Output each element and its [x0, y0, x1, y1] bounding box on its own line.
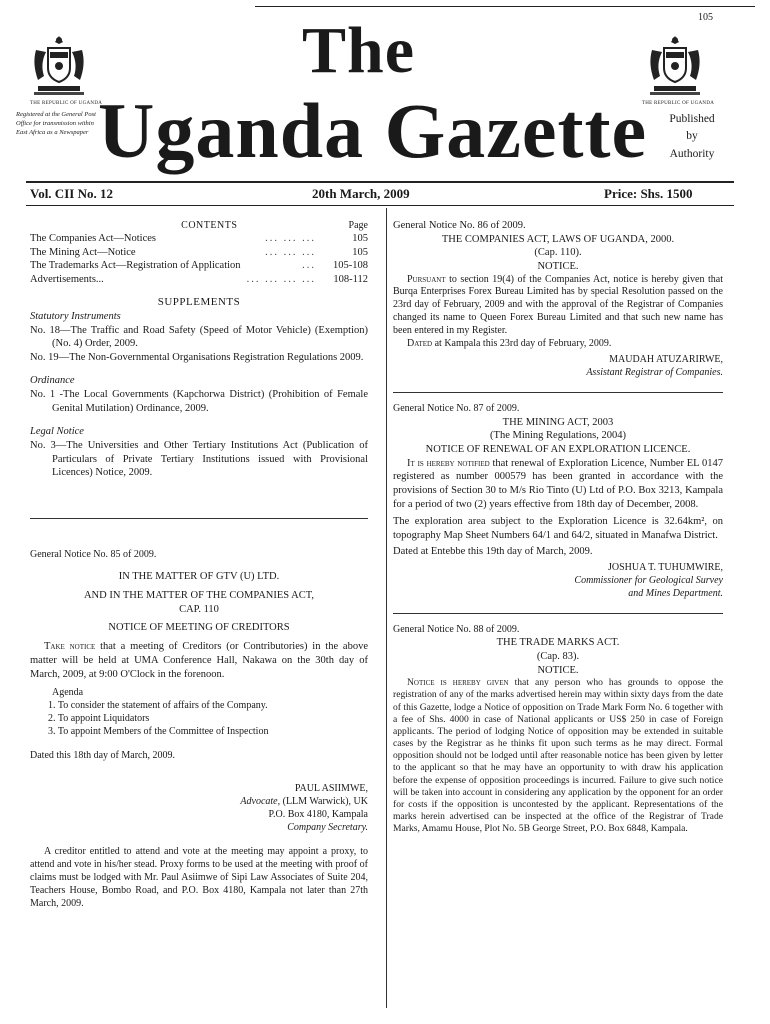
agenda-label: Agenda [52, 687, 84, 699]
signatory-name: MAUDAH ATUZARIRWE, [609, 354, 723, 366]
signatory-name: PAUL ASIIMWE, [294, 783, 368, 795]
notice-act: THE MINING ACT, 2003 [502, 416, 614, 428]
crest-caption: THE REPUBLIC OF UGANDA [29, 101, 103, 106]
notice-dated: Dated this 18th day of March, 2009. [30, 750, 175, 762]
notice-body-text: that renewal of Exploration Licence, Number EL 0147 registered as number 000579 has been granted in accordance with the provisions of Section 30 to M/s Rio Tinto (U) Ltd of P.O. Box 3213, Kampala for a period of two (2) years effective from 18th day of December, 2008. [393, 457, 723, 510]
signatory-qualification: (LLM Warwick), UK [282, 795, 368, 807]
contents-row [30, 273, 368, 287]
notice-title: NOTICE OF RENEWAL OF AN EXPLORATION LICENCE. [425, 444, 691, 456]
notice-body-text: that any person who has grounds to oppose the registration of any of the marks advertised herein may within sixty days from the date of this Gazette, lodge a Notice of opposition on Trade Mark Form No. 6 together with a fee of Shs. 4000 in case of National applicants or US$ 250 in case of Foreign applicants. The period of lodging Notice of opposition may be extended in suitable cases by the Registrar as he thinks fit upon such terms as he may direct. Formal opposition should not be lodged until after reasonable notice has been given by letter to the applicant so that he may have an opportunity to with draw his application before the expense of opposition proceedings is incurred. Failure to give such notice will be taken into account in considering any application by the opponent for an order for costs if the opposition is uncontested by the applicant. Representations of the marks herein advertised can be inspected at the office of the Registrar of Trade Marks, Amamu House, Plot No. 5B George Street, P.O. Box 6848, Kampala. [393, 677, 723, 835]
section-separator [393, 392, 723, 393]
notice-title: NOTICE OF MEETING OF CREDITORS [108, 621, 290, 633]
notice-cap: (Cap. 83). [536, 650, 580, 662]
page-number: 105 [698, 12, 713, 23]
contents-header [30, 219, 368, 232]
agenda-item: 1. To consider the statement of affairs of the Company. [48, 699, 268, 711]
supplements-heading: SUPPLEMENTS [157, 295, 241, 308]
dated-lead: Dated [407, 337, 433, 349]
info-bar-rule [26, 181, 734, 183]
published-line: Authority [669, 147, 715, 160]
contents-title: The Companies Act—Notices [30, 233, 156, 244]
notice-title: NOTICE. [537, 664, 579, 676]
contents-title: The Trademarks Act—Registration of Application [30, 260, 241, 272]
top-rule [255, 6, 755, 7]
left-column [30, 219, 368, 910]
dated-text: at Kampala this 23rd day of February, 2009. [434, 337, 612, 349]
notice-body [393, 457, 723, 512]
contents-title: Advertisements... [30, 273, 104, 285]
published-line: Published [669, 113, 715, 125]
notice-act: THE TRADE MARKS ACT. [496, 637, 620, 649]
column-divider [386, 208, 387, 1008]
ordinance-heading: Ordinance [30, 375, 75, 387]
notice-reference: General Notice No. 85 of 2009. [30, 548, 157, 560]
notice-87 [393, 403, 723, 601]
contents-section [30, 219, 368, 480]
notice-body [393, 677, 723, 835]
contents-leader: ... [302, 260, 316, 272]
signatory-title [30, 796, 368, 809]
registration-note: Registered at the General Post Office for transmission within East Africa as a Newspaper [16, 111, 96, 136]
notice-85 [30, 549, 368, 910]
notice-matter: AND IN THE MATTER OF THE COMPANIES ACT, [83, 590, 315, 602]
notice-88 [393, 624, 723, 836]
published-by-authority [654, 111, 730, 163]
notice-dated: Dated at Entebbe this 19th day of March, 2009. [393, 545, 593, 557]
issue-date: 20th March, 2009 [312, 186, 410, 201]
notice-cap: (Cap. 110). [534, 247, 582, 259]
statutory-item: No. 18—The Traffic and Road Safety (Speed of Motor Vehicle) (Exemption) (No. 4) Order, 2009. [30, 324, 368, 350]
agenda-item: 3. To appoint Members of the Committee of Inspection [48, 725, 269, 737]
notice-lead: Notice is hereby given [407, 677, 509, 689]
notice-body-text: to section 19(4) of the Companies Act, notice is hereby given that Burqa Enterprises Forex Bureau Limited has by special Resolution passed on the 23rd day of February, 2009 and with the approval of the Registrar of Companies changed its name to Queen Forex Bureau Limited and that such new name has been entered in my Register. [393, 273, 723, 336]
notice-lead: It is hereby notified [407, 457, 490, 469]
notice-reference: General Notice No. 88 of 2009. [393, 623, 520, 635]
notice-title: NOTICE. [537, 260, 579, 272]
notice-paragraph: The exploration area subject to the Exploration Licence is 32.64km², on topography Map Sheet Numbers 64/1 and 64/2, situated in Manafwa District. [393, 516, 723, 541]
ordinance-item: No. 1 -The Local Governments (Kapchorwa District) (Prohibition of Female Genital Mutilation) Ordinance, 2009. [30, 389, 368, 414]
masthead-title: Uganda Gazette [98, 87, 648, 174]
masthead-the: The [302, 14, 416, 87]
contents-page: 105 [352, 233, 368, 244]
notice-body-text: that a meeting of Creditors (or Contributories) in the above matter will be held at UMA Conference Hall, Nakawa on the 30th day of March, 2009, at 9:00 O'Clock in the forenoon. [30, 641, 368, 680]
statutory-item: No. 19—The Non-Governmental Organisations Registration Regulations 2009. [30, 351, 364, 363]
contents-heading: CONTENTS [181, 220, 238, 231]
notice-reference: General Notice No. 86 of 2009. [393, 220, 526, 231]
notice-body [393, 274, 723, 338]
notice-body [30, 640, 368, 681]
right-column [393, 219, 723, 835]
notice-cap: CAP. 110 [179, 603, 219, 615]
contents-leader: ... ... ... ... [246, 273, 316, 285]
volume-number: Vol. CII No. 12 [30, 186, 113, 201]
notice-dated [393, 338, 723, 351]
published-line: by [686, 130, 698, 143]
info-bar-rule [26, 205, 734, 206]
notice-86 [393, 219, 723, 380]
signatory-title: Assistant Registrar of Companies. [586, 367, 723, 379]
coat-of-arms-icon [28, 30, 90, 100]
contents-page: 108-112 [333, 273, 368, 285]
contents-row [30, 232, 368, 246]
section-separator [393, 613, 723, 614]
contents-row [30, 259, 368, 273]
signatory-name: JOSHUA T. TUHUMWIRE, [607, 562, 723, 574]
issue-price: Price: Shs. 1500 [604, 186, 693, 201]
agenda-item: 2. To appoint Liquidators [48, 712, 150, 724]
contents-page: 105 [352, 246, 368, 258]
statutory-heading: Statutory Instruments [30, 310, 121, 322]
notice-matter: IN THE MATTER OF GTV (U) LTD. [118, 570, 280, 582]
notice-act: THE COMPANIES ACT, LAWS OF UGANDA, 2000. [441, 233, 675, 245]
coat-of-arms-icon [644, 30, 706, 100]
notice-lead: Pursuant [407, 273, 446, 285]
legal-notice-item: No. 3—The Universities and Other Tertiary Institutions Act (Publication of Particulars of Private Tertiary Institutions issued with Provisional Licences) Notice, 2009. [30, 439, 368, 479]
crest-caption: THE REPUBLIC OF UGANDA [641, 101, 715, 106]
signatory-title: Commissioner for Geological Survey [574, 574, 723, 586]
signatory-address: P.O. Box 4180, Kampala [268, 808, 368, 820]
notice-lead: Take notice [44, 641, 96, 653]
legal-notice-heading: Legal Notice [30, 426, 84, 438]
contents-leader: ... ... ... [265, 246, 316, 258]
signatory-role: Advocate, [240, 795, 281, 807]
section-separator [30, 518, 368, 519]
contents-title: The Mining Act—Notice [30, 246, 136, 258]
notice-footer: A creditor entitled to attend and vote at the meeting may appoint a proxy, to attend and vote in his/her stead. Proxy forms to be used at the meeting with proof of claims must be lodged with Mr. Paul Asiimwe of Sipi Law Associates of Suite 204, Teachers House, Bombo Road, and P.O. Box 4180, Kampala not later than 27th March, 2009. [30, 846, 368, 909]
notice-reference: General Notice No. 87 of 2009. [393, 402, 520, 414]
contents-leader: ... ... ... [265, 233, 316, 244]
page-label: Page [348, 220, 368, 231]
signatory-title: and Mines Department. [628, 587, 723, 599]
signatory-position: Company Secretary. [287, 821, 368, 833]
contents-row [30, 246, 368, 260]
notice-regulations: (The Mining Regulations, 2004) [490, 430, 626, 442]
contents-page: 105-108 [333, 260, 368, 272]
